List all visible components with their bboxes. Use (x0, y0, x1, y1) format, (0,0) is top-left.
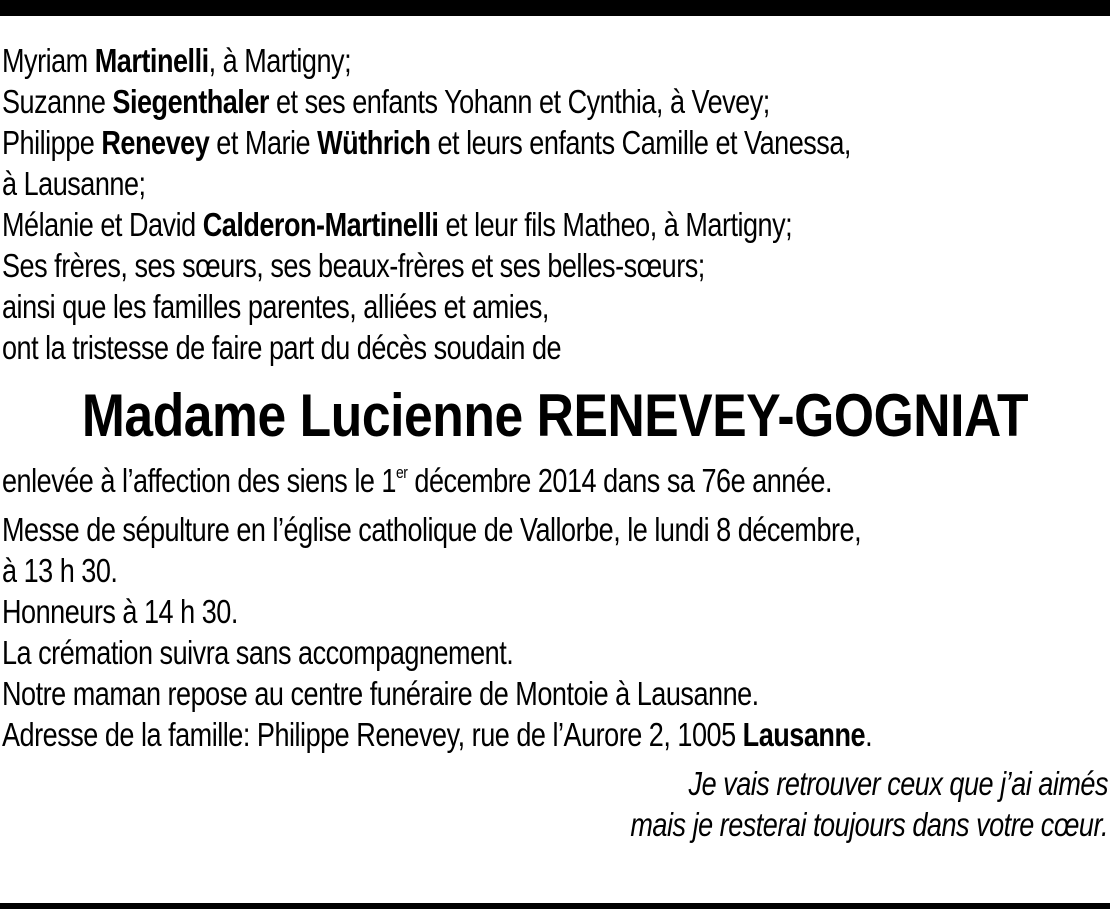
mourner-line: à Lausanne; (2, 165, 146, 202)
family-address: Adresse de la famille: Philippe Renevey, rue de l’Aurore 2, 1005 Lausanne. (2, 716, 873, 753)
cremation-line: La crémation suivra sans accompagnement. (2, 634, 514, 671)
mourner-line: Myriam Martinelli, à Martigny; (2, 42, 352, 79)
mourner-line: ont la tristesse de faire part du décès soudain de (2, 329, 562, 366)
bottom-rule (0, 903, 1110, 909)
rest-line: Notre maman repose au centre funéraire de Montoie à Lausanne. (2, 675, 759, 712)
service-details (2, 509, 1108, 755)
mourner-line: Mélanie et David Calderon-Martinelli et leur fils Matheo, à Martigny; (2, 206, 793, 243)
ordinal-superscript: er (395, 463, 408, 482)
quote-line: Je vais retrouver ceux que j’ai aimés (688, 765, 1108, 802)
closing-quote (2, 763, 1108, 845)
passing-line: enlevée à l’affection des siens le 1er décembre 2014 dans sa 76e année. (2, 462, 832, 499)
mourners-list (2, 40, 1108, 368)
mourner-line: ainsi que les familles parentes, alliées et amies, (2, 288, 549, 325)
mourner-line: Suzanne Siegenthaler et ses enfants Yohann et Cynthia, à Vevey; (2, 83, 770, 120)
service-time: à 13 h 30. (2, 552, 118, 589)
mourner-line: Ses frères, ses sœurs, ses beaux-frères et ses belles-sœurs; (2, 247, 705, 284)
honours-line: Honneurs à 14 h 30. (2, 593, 238, 630)
quote-line: mais je resterai toujours dans votre cœur. (630, 806, 1108, 843)
top-rule (0, 0, 1110, 16)
service-line: Messe de sépulture en l’église catholique de Vallorbe, le lundi 8 décembre, (2, 511, 862, 548)
mourner-line: Philippe Renevey et Marie Wüthrich et leurs enfants Camille et Vanessa, (2, 124, 851, 161)
deceased-name: Madame Lucienne RENEVEY-GOGNIAT (81, 382, 1029, 449)
obituary-notice (2, 40, 1108, 845)
